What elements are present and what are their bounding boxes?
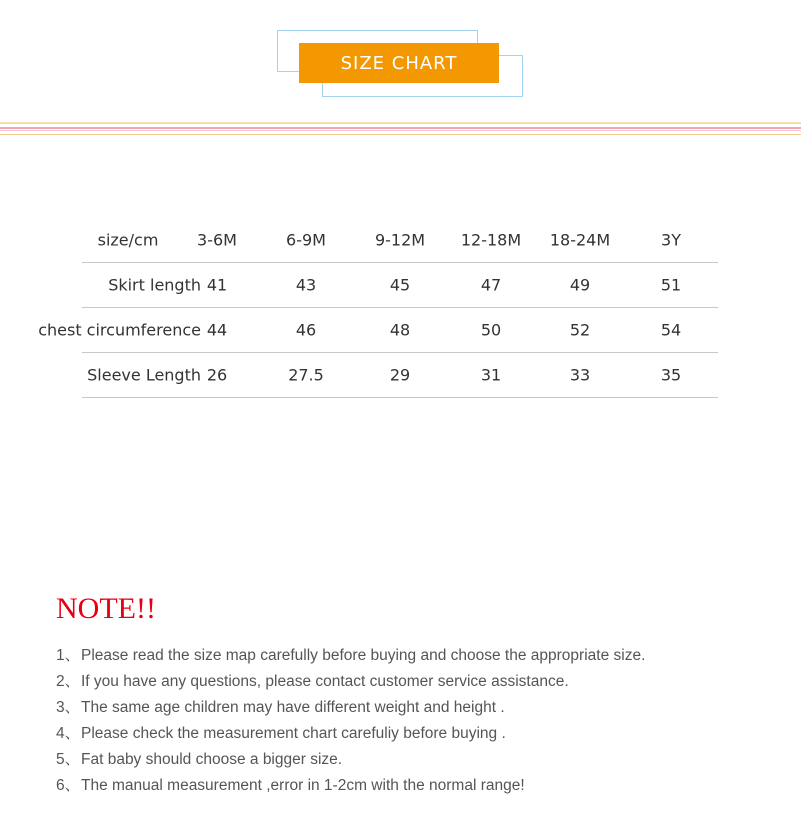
size-header: 18-24M — [549, 230, 611, 250]
note-text: The manual measurement ,error in 1-2cm with the normal range! — [81, 777, 525, 794]
table-rule — [82, 307, 718, 308]
divider-line — [0, 122, 801, 124]
note-number: 3、 — [56, 699, 81, 716]
note-item — [56, 747, 342, 769]
row-label: Skirt length — [108, 275, 201, 295]
note-text: The same age children may have different weight and height . — [81, 699, 505, 716]
table-cell: 50 — [480, 320, 502, 340]
note-number: 6、 — [56, 777, 81, 794]
note-number: 4、 — [56, 725, 81, 742]
note-number: 1、 — [56, 647, 81, 664]
note-number: 5、 — [56, 751, 81, 768]
table-cell: 52 — [569, 320, 591, 340]
size-header: 3-6M — [197, 230, 237, 250]
note-item — [56, 773, 525, 795]
row-label: chest circumference — [38, 320, 201, 340]
table-rule — [82, 262, 718, 263]
table-cell: 45 — [389, 275, 411, 295]
table-cell: 51 — [660, 275, 682, 295]
table-cell: 35 — [660, 365, 682, 385]
note-item — [56, 721, 506, 743]
note-item — [56, 695, 505, 717]
table-cell: 41 — [206, 275, 228, 295]
divider-line — [0, 127, 801, 129]
divider-line — [0, 134, 801, 135]
table-cell: 54 — [660, 320, 682, 340]
table-cell: 29 — [389, 365, 411, 385]
table-cell: 43 — [295, 275, 317, 295]
table-cell: 46 — [295, 320, 317, 340]
note-text: If you have any questions, please contact customer service assistance. — [81, 673, 569, 690]
note-text: Please check the measurement chart carefuliy before buying . — [81, 725, 506, 742]
note-item — [56, 643, 645, 665]
table-cell: 49 — [569, 275, 591, 295]
row-label: Sleeve Length — [87, 365, 201, 385]
note-item — [56, 669, 569, 691]
table-cell: 26 — [206, 365, 228, 385]
size-chart-banner: SIZE CHART — [299, 43, 499, 83]
table-cell: 27.5 — [288, 365, 324, 385]
size-header: 3Y — [661, 230, 681, 250]
table-rule — [82, 352, 718, 353]
note-number: 2、 — [56, 673, 81, 690]
note-title: NOTE!! — [56, 592, 156, 625]
size-header: 6-9M — [286, 230, 326, 250]
size-header: 12-18M — [460, 230, 522, 250]
table-cell: 47 — [480, 275, 502, 295]
table-rule — [82, 397, 718, 398]
header-label: size/cm — [97, 230, 159, 250]
size-header: 9-12M — [374, 230, 426, 250]
table-cell: 31 — [480, 365, 502, 385]
note-text: Please read the size map carefully before buying and choose the appropriate size. — [81, 647, 646, 664]
table-cell: 33 — [569, 365, 591, 385]
table-cell: 48 — [389, 320, 411, 340]
table-cell: 44 — [206, 320, 228, 340]
note-text: Fat baby should choose a bigger size. — [81, 751, 343, 768]
divider-line — [0, 130, 801, 131]
